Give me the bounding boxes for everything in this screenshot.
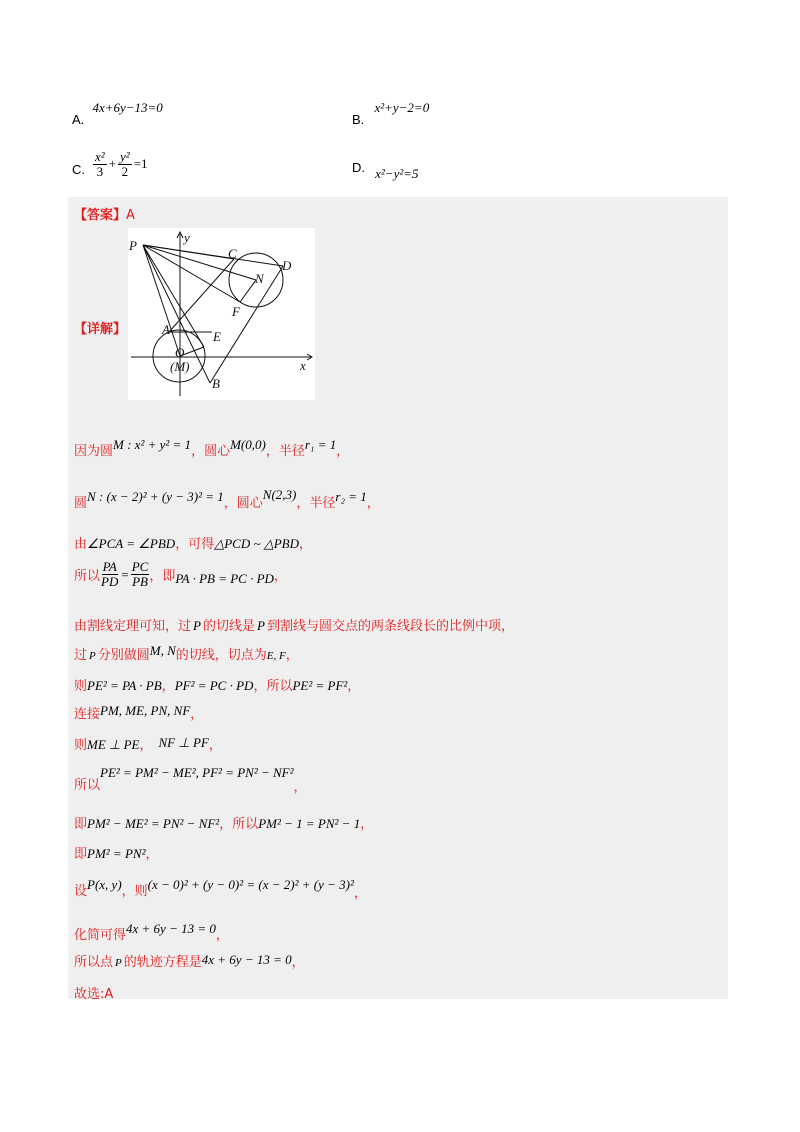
solution-line-14: 化简可得4x + 6y − 13 = 0，	[74, 921, 229, 943]
option-c-frac1: $\frac{\text{x²}}{3}$	[95, 149, 105, 179]
label-c: C	[228, 246, 237, 261]
option-b-expr: x²+y−2=0	[374, 100, 430, 115]
option-c-rhs: =1	[133, 156, 148, 172]
solution-line-11: 即PM² − ME² = PN² − NF²，所以PM² − 1 = PN² − 1，	[74, 816, 374, 832]
geometry-diagram	[128, 228, 315, 400]
option-c-frac2: $\frac{\text{y²}}{2}$	[120, 149, 130, 179]
detail-line	[74, 318, 126, 337]
line-nf	[240, 280, 256, 302]
answer-tag: 【答案】	[74, 208, 127, 223]
label-b: B	[212, 376, 220, 391]
option-a-expr: 4x+6y−13=0	[92, 100, 163, 115]
solution-line-3: 由∠PCA = ∠PBD，可得△PCD ~ △PBD，	[74, 536, 313, 552]
label-p: P	[129, 238, 137, 253]
solution-line-6: 过 P 分别做圆M, N的切线，切点为E, F，	[74, 643, 299, 663]
solution-line-12: 即PM² = PN²，	[74, 846, 159, 862]
line-pc	[143, 245, 234, 259]
label-y: y	[184, 230, 190, 245]
option-a-label: A.	[72, 112, 85, 127]
solution-line-16: 故选:A	[74, 987, 114, 1002]
option-c-label: C.	[72, 161, 85, 177]
option-b-label: B.	[352, 112, 365, 127]
fraction-pc-pb: $\frac{PC}{PB}$	[131, 559, 149, 590]
solution-line-15: 所以点 P 的轨迹方程是4x + 6y − 13 = 0，	[74, 952, 305, 970]
line-pn	[143, 245, 256, 280]
solution-line-1: 因为圆M : x² + y² = 1，圆心M(0,0)，半径r₁ = 1，	[74, 437, 350, 459]
option-d-label: D.	[352, 160, 365, 175]
solution-line-4: 所以 $\frac{PA}{PD}$ = $\frac{PC}{PB}$ ，即 PA · PB = PC · PD ，	[74, 559, 287, 590]
label-n: N	[255, 271, 264, 286]
label-f: F	[232, 304, 240, 319]
answer-line	[74, 204, 135, 223]
label-m: (M)	[170, 359, 190, 374]
label-a: A	[162, 322, 170, 337]
option-b[interactable]	[352, 100, 430, 127]
option-a[interactable]	[72, 100, 163, 127]
line-bd	[210, 266, 283, 383]
label-x: x	[300, 358, 306, 373]
answer-value: A	[126, 208, 135, 223]
solution-line-8: 连接PM, ME, PN, NF，	[74, 703, 204, 722]
line-pm	[143, 245, 180, 356]
solution-line-10: 所以PE² = PM² − ME², PF² = PN² − NF²，	[74, 765, 307, 795]
label-o: O	[175, 345, 185, 360]
line-ac	[169, 259, 234, 332]
solution-line-7: 则PE² = PA · PB，PF² = PC · PD，所以PE² = PF²，	[74, 678, 361, 694]
option-d-expr: x²−y²=5	[375, 166, 419, 181]
label-d: D	[282, 258, 292, 273]
detail-tag: 【详解】	[74, 322, 127, 337]
option-d[interactable]	[352, 160, 419, 181]
solution-line-2: 圆N : (x − 2)² + (y − 3)² = 1，圆心N(2,3)，半径r₂ = 1，	[74, 487, 380, 511]
solution-line-13: 设P(x, y)，则(x − 0)² + (y − 0)² = (x − 2)² + (y − 3)²，	[74, 877, 367, 901]
solution-line-5: 由割线定理可知，过 P 的切线是 P 到割线与圆交点的两条线段长的比例中项，	[74, 618, 514, 634]
option-c[interactable]: C. $\frac{\text{x²}}{3}$ + $\frac{\text{y²}}{2}$ =1	[72, 149, 148, 179]
label-e: E	[213, 329, 221, 344]
fraction-pa-pd: $\frac{PA}{PD}$	[101, 559, 119, 590]
solution-line-9: 则ME ⊥ PE， NF ⊥ PF，	[74, 735, 222, 753]
geometry-figure	[128, 228, 315, 400]
line-pf	[143, 245, 240, 302]
